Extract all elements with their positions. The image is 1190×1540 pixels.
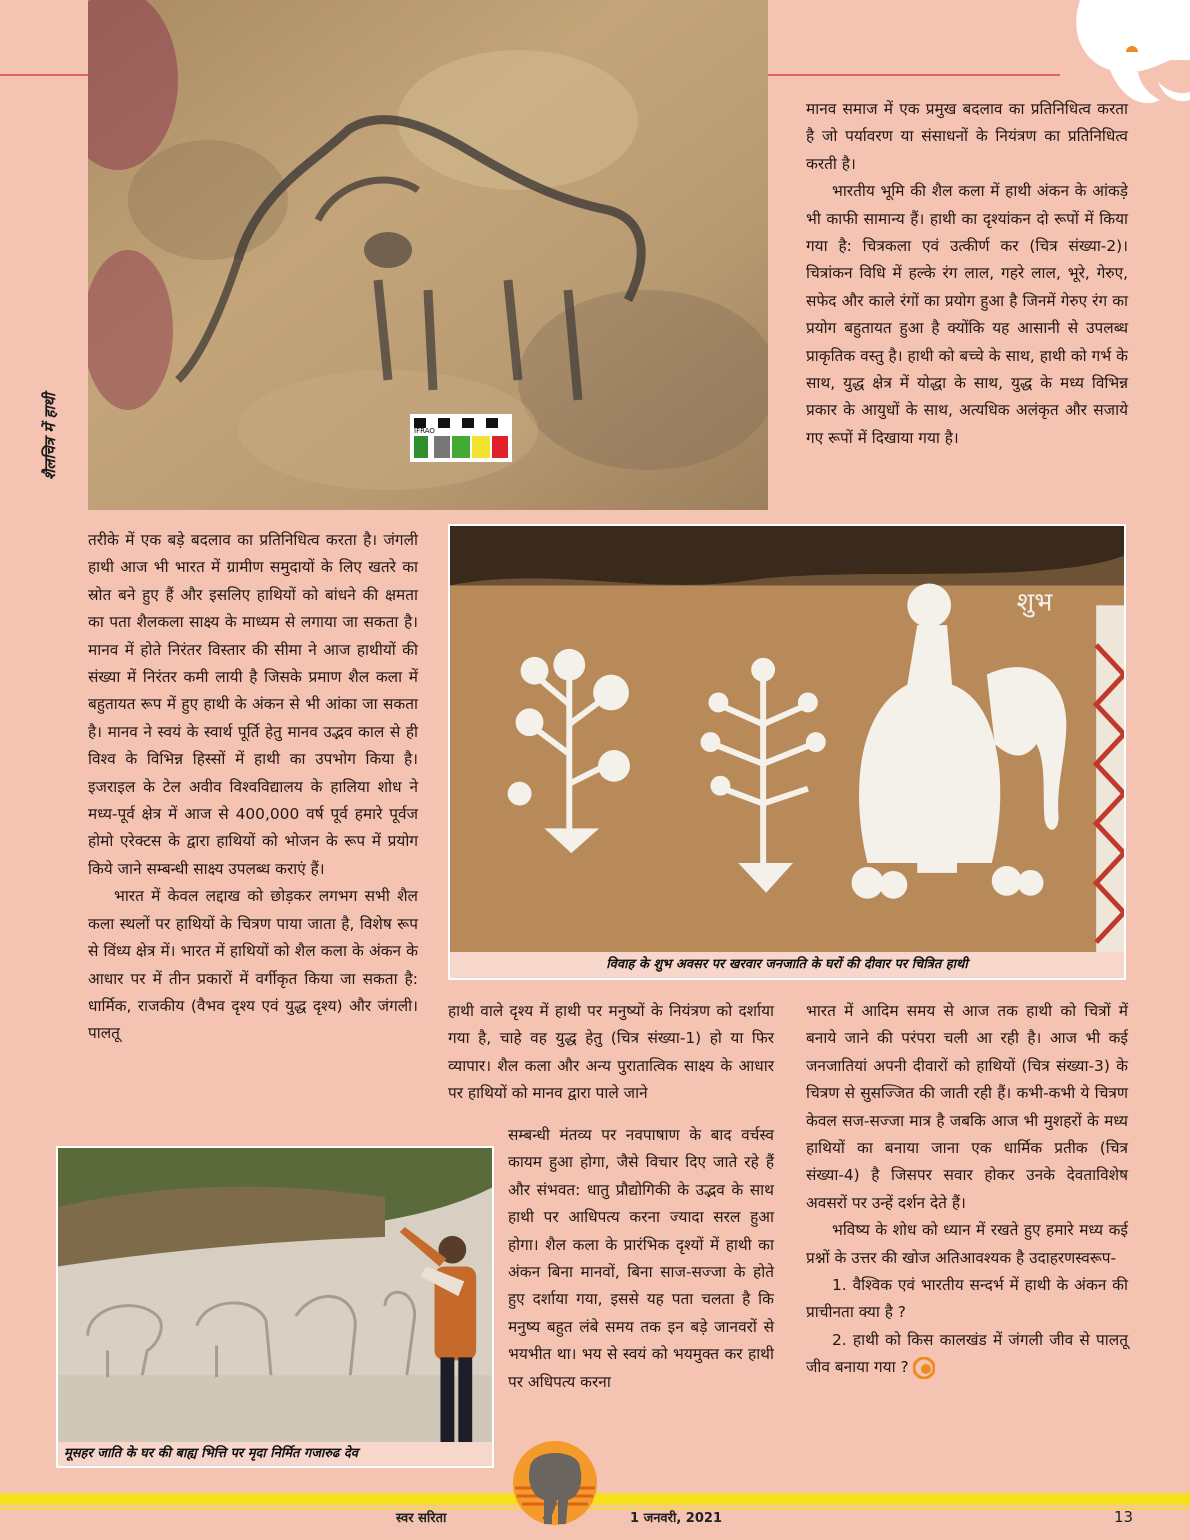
wall-painting-caption: विवाह के शुभ अवसर पर खरवार जनजाति के घरों की दीवार पर चित्रित हाथी [450,952,1124,978]
question-2: 2. हाथी को किस कालखंड में जंगली जीव से पालतू जीव बनाया गया ? [806,1330,1128,1377]
paragraph: मानव समाज में एक प्रमुख बदलाव का प्रतिनिधित्व करता है जो पर्यावरण या संसाधनों के नियंत्रण का प्रतिनिधित्व करती है। [806,100,1128,173]
question-1: 1. वैश्विक एवं भारतीय सन्दर्भ में हाथी के अंकन की प्राचीनता क्या है ? [806,1276,1128,1322]
text-column-d [806,998,1128,1382]
wall-word-shubh: शुभ [1016,587,1053,618]
text-column-b [88,527,418,1048]
paragraph: भविष्य के शोध को ध्यान में रखते हुए हमारे मध्य कई प्रश्नों के उत्तर की खोज अतिआवश्यक है उदाहरणस्वरूप- [806,1221,1128,1267]
text-column-a [806,96,1128,452]
text-column-c-continued [508,1122,774,1396]
top-rule-left [0,74,88,76]
rock-art-photo [88,0,768,510]
paragraph: सम्बन्धी मंतव्य पर नवपाषाण के बाद वर्चस्व कायम हुआ होगा, जैसे विचार दिए जाते रहे हैं और संभवत: धातु प्रौद्योगिकी के उद्भव के साथ हाथी पर आधिपत्य करना ज्यादा सरल हुआ होगा। शैल कला के प्रारंभिक दृश्यों में हाथी का अंकन बिना मानवों, बिना साज-सज्जा के होते हुए दर्शाया गया, इससे यह पता चलता है कि मनुष्य बहुत लंबे समय तक इन बड़े जानवरों से भयभीत था। भय से स्वयं को भयमुक्त कर हाथी पर अधिपत्य करना [508,1126,774,1391]
paragraph: भारतीय भूमि की शैल कला में हाथी अंकन के आंकड़े भी काफी सामान्य हैं। हाथी का दृश्यांकन दो रूपों में किया गया है: चित्रकला एवं उत्कीर्ण कर (चित्र संख्या-2)। चित्रांकन विधि में हल्के रंग लाल, गहरे लाल, भूरे, गेरुए, सफेद और काले रंगों का प्रयोग हुआ है जिनमें गेरुए रंग का प्रयोग बहुतायत हुआ है क्योंकि यह आसानी से उपलब्ध प्राकृतिक वस्तु है। हाथी को बच्चे के साथ, हाथी को गर्भ के साथ, युद्ध क्षेत्र में योद्धा के साथ, युद्ध के मध्य विभिन्न प्रकार के आयुधों के साथ, अत्यधिक अलंकृत और सजाये गए रूपों में दिखाया गया है। [806,182,1128,447]
scale-card-label: IFRAO [414,427,435,435]
text-column-c [448,998,774,1108]
elephant-logo-icon [500,1428,610,1528]
page-number: 13 [1114,1508,1134,1526]
magazine-brand: स्वर सरिता [396,1511,447,1526]
issue-date: 1 जनवरी, 2021 [630,1511,722,1526]
paragraph: तरीके में एक बड़े बदलाव का प्रतिनिधित्व करता है। जंगली हाथी आज भी भारत में ग्रामीण समुदायों के लिए खतरे का स्रोत बने हुए हैं और इसलिए हाथियों को बांधने की क्षमता का पता शैलकला साक्ष्य के माध्यम से लगाया जा सकता है। मानव में होते निरंतर विस्तार की सीमा ने आज हाथीयों की संख्या में निरंतर कमी लायी है जिसके प्रमाण शैल कला में बहुतायत रूप में हुए हाथी के अंकन से भी आंका जा सकता है। मानव ने स्वयं के स्वार्थ पूर्ति हेतु मानव उद्भव काल से ही विश्व के विभिन्न हिस्सों में हाथी का उपभोग किया है। इजराइल के टेल अवीव विश्वविद्यालय के हालिया शोध ने मध्य-पूर्व क्षेत्र में आज से 400,000 वर्ष पूर्व हमारे पूर्वज होमो एरेक्टस के द्वारा हाथियों को भोजन के रूप में प्रयोग किये जाने सम्बन्धी साक्ष्य उपलब्ध कराएं हैं। [88,531,418,878]
paragraph: भारत में केवल लद्दाख को छोड़कर लगभग सभी शैल कला स्थलों पर हाथियों के चित्रण पाया जाता है, विशेष रूप से विंध्य क्षेत्र में। भारत में हाथियों को शैल कला के अंकन के आधार पर में तीन प्रकारों में वर्गीकृत किया जा सकता है: धार्मिक, राजकीय (वैभव दृश्य एवं युद्ध दृश्य) और जंगली। पालतू [88,887,418,1043]
wall-painting-photo [448,524,1126,980]
paragraph: भारत में आदिम समय से आज तक हाथी को चित्रों में बनाये जाने की परंपरा चली आ रही है। आज भी कई जनजातियां अपनी दीवारों को हाथियों (चित्र संख्या-3) के चित्रण से सुसज्जित की जाती रही हैं। कभी-कभी ये चित्रण केवल सज-सज्जा मात्र है जबकि आज भी मुशहरों के मध्य हाथियों का बनाया जाना एक धार्मिक प्रतीक (चित्र संख्या-4) है जिसपर सवार होकर उनके देवताविशेष अवसरों पर उन्हें दर्शन देते हैं। [806,1002,1128,1212]
top-rule [760,74,1060,76]
paragraph: हाथी वाले दृश्य में हाथी पर मनुष्यों के नियंत्रण को दर्शाया गया है, चाहे वह युद्ध हेतु (चित्र संख्या-1) हो या फिर व्यापार। शैल कला और अन्य पुरातात्विक साक्ष्य के आधार पर हाथियों को मानव द्वारा पाले जाने [448,1002,774,1103]
clay-relief-photo [56,1146,494,1468]
clay-relief-caption: मूसहर जाति के घर की बाह्य भित्ति पर मृदा निर्मित गजारुढ देव [58,1442,492,1466]
end-mark-icon [913,1357,935,1379]
rock-art-side-caption: शैलचित्र में हाथी [41,393,59,480]
